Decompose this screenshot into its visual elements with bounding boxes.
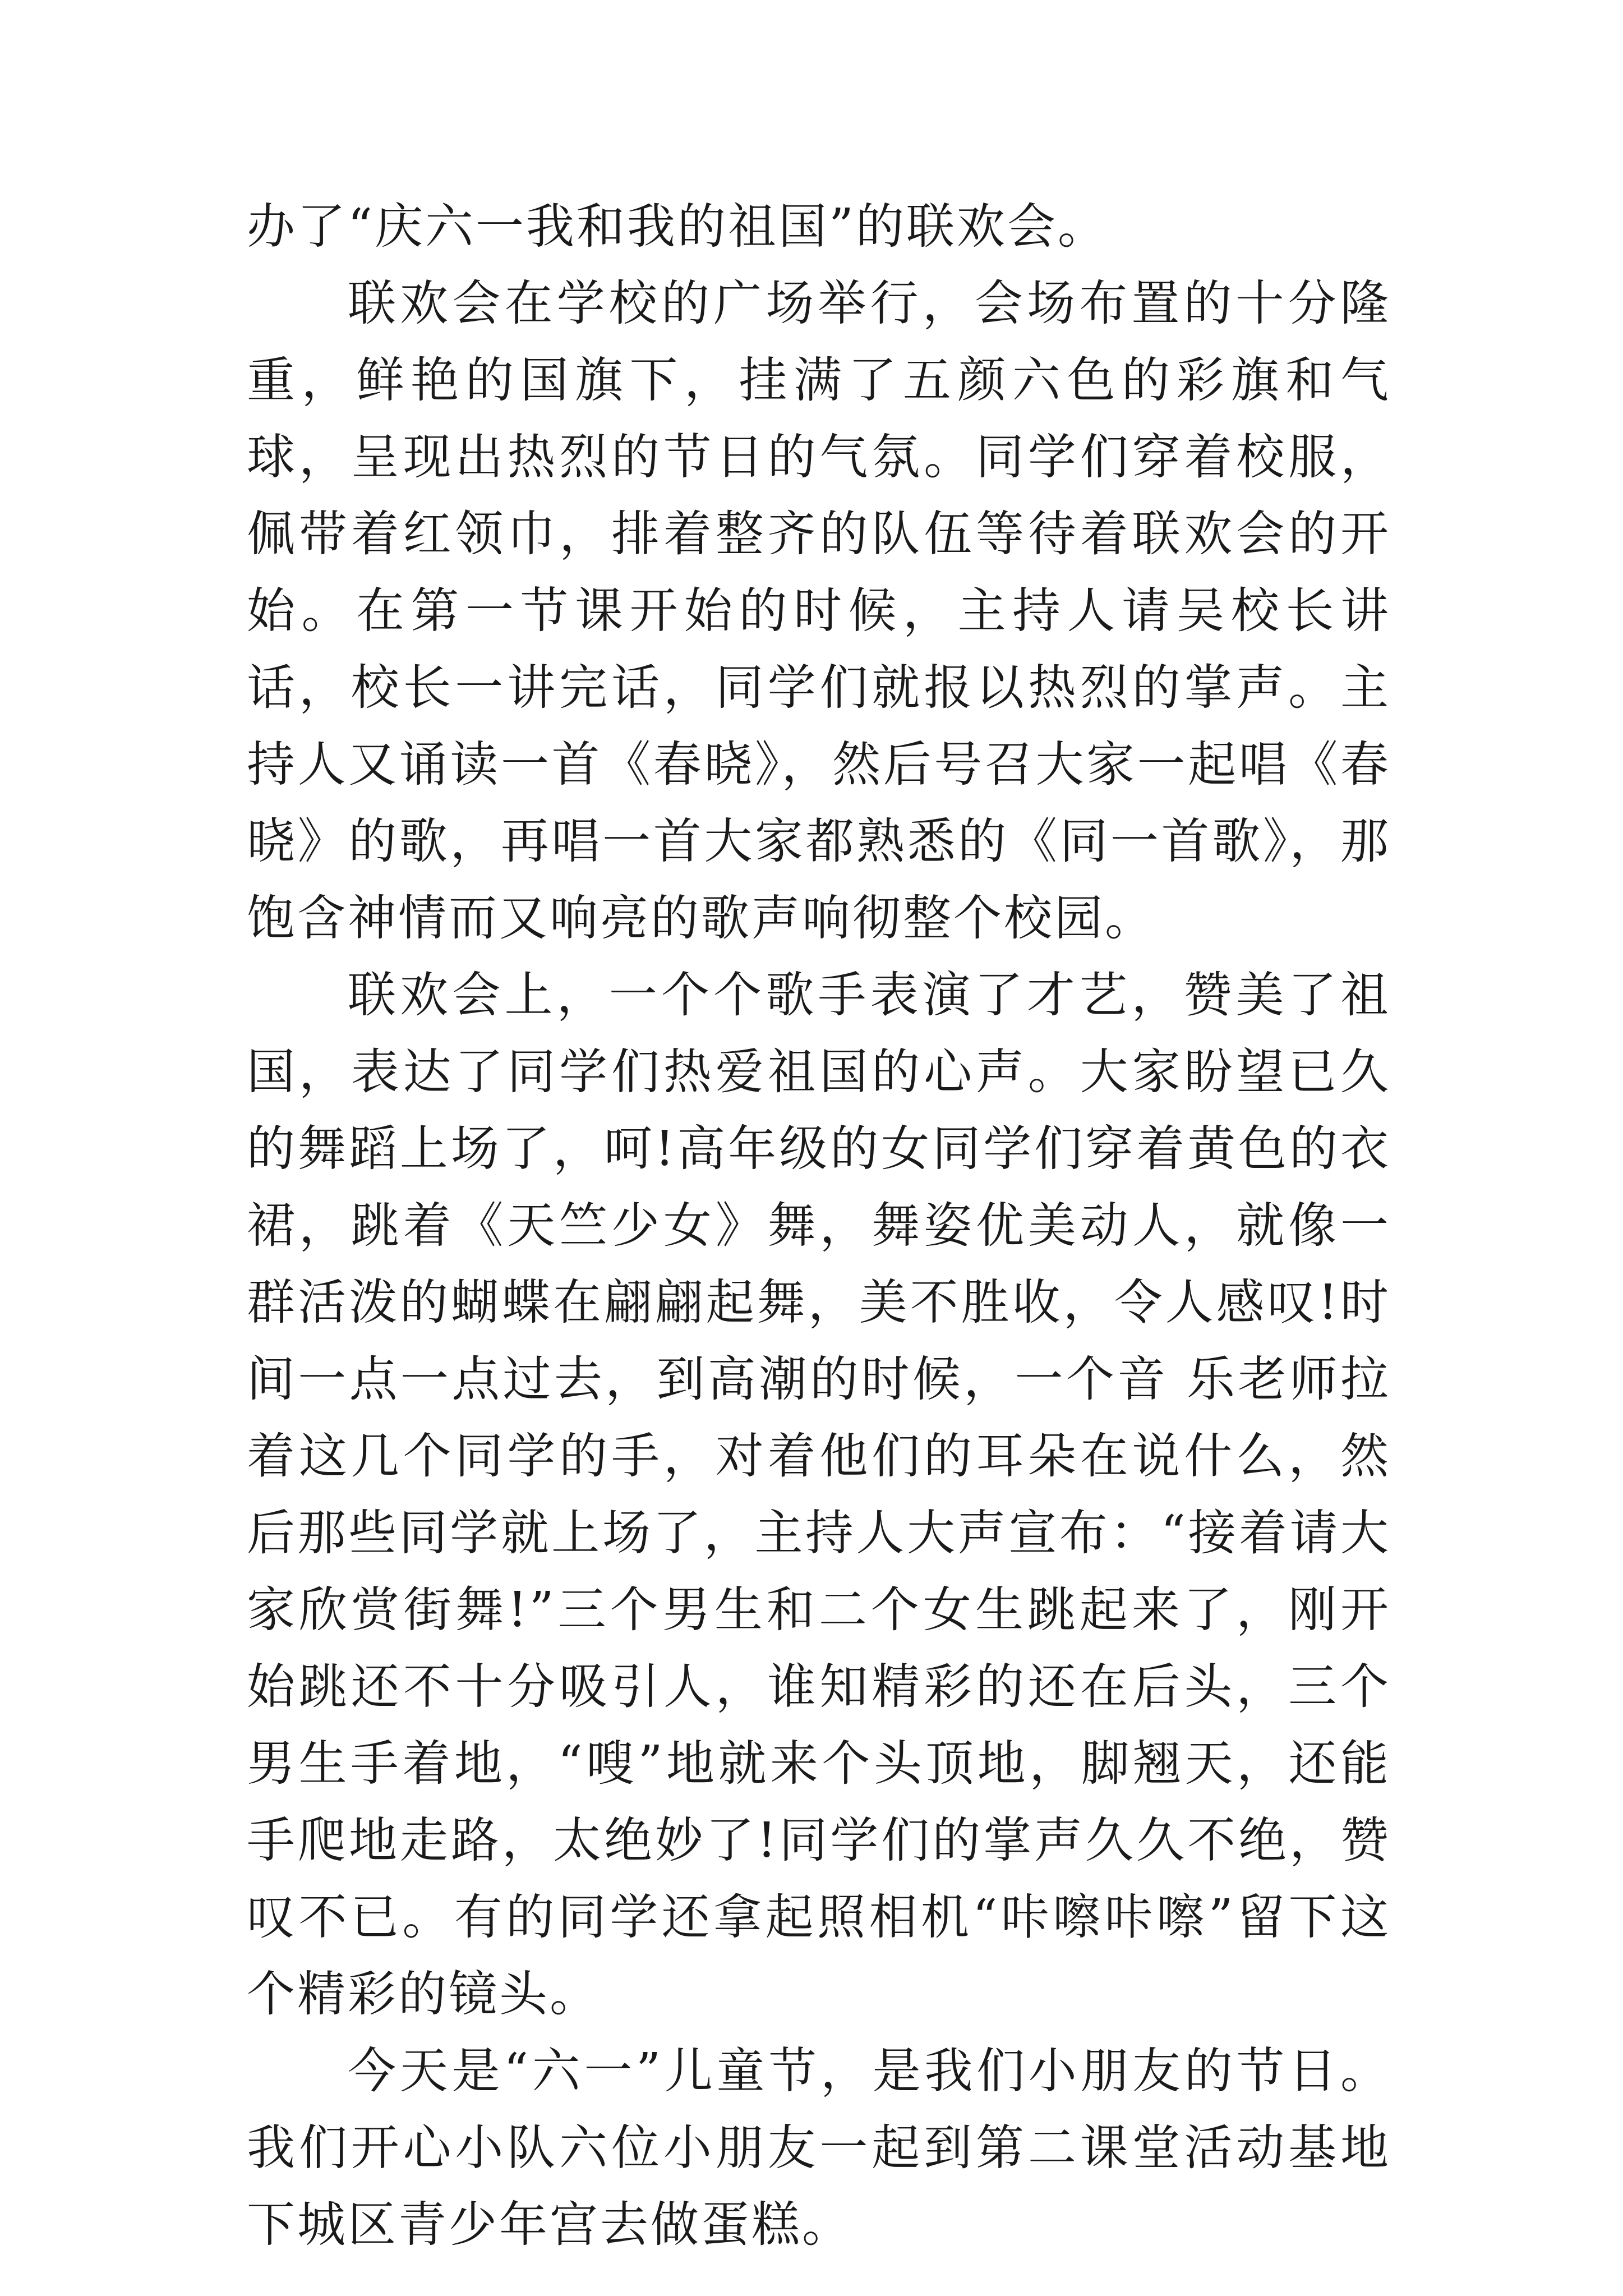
paragraph-2: 联欢会在学校的广场举行，会场布置的十分隆重，鲜艳的国旗下，挂满了五颜六色的彩旗和气球，呈现出热烈的节日的气氛。同学们穿着校服，佩带着红领巾，排着整齐的队伍等待着联欢会的开始。在第一节课开始的时候，主持人请吴校长讲话，校长一讲完话，同学们就报以热烈的掌声。主持人又诵读一首《春晓》，然后号召大家一起唱《春晓》的歌，再唱一首大家都熟悉的《同一首歌》，那饱含神情而又响亮的歌声响彻整个校园。: [247, 275, 1391, 946]
document-body: [247, 188, 1391, 2263]
paragraph-1: 办了“庆六一我和我的祖国”的联欢会。: [247, 199, 1108, 255]
paragraph-4: 今天是“六一”儿童节，是我们小朋友的节日。我们开心小队六位小朋友一起到第二课堂活动基地下城区青少年宫去做蛋糕。: [247, 2043, 1391, 2253]
paragraph-3: 联欢会上，一个个歌手表演了才艺，赞美了祖国，表达了同学们热爱祖国的心声。大家盼望已久的舞蹈上场了，呵!高年级的女同学们穿着黄色的衣裙，跳着《天竺少女》舞，舞姿优美动人，就像一群活泼的蝴蝶在翩翩起舞，美不胜收，令人感叹!时间一点一点过去，到高潮的时候，一个音 乐老师拉着这几个同学的手，对着他们的耳朵在说什么，然后那些同学就上场了，主持人大声宣布：“接着请大家欣赏街舞!”三个男生和二个女生跳起来了，刚开始跳还不十分吸引人，谁知精彩的还在后头，三个男生手着地，“嗖”地就来个头顶地，脚翘天，还能手爬地走路，太绝妙了!同学们的掌声久久不绝，赞叹不已。有的同学还拿起照相机“咔嚓咔嚓”留下这个精彩的镜头。: [247, 967, 1391, 2022]
